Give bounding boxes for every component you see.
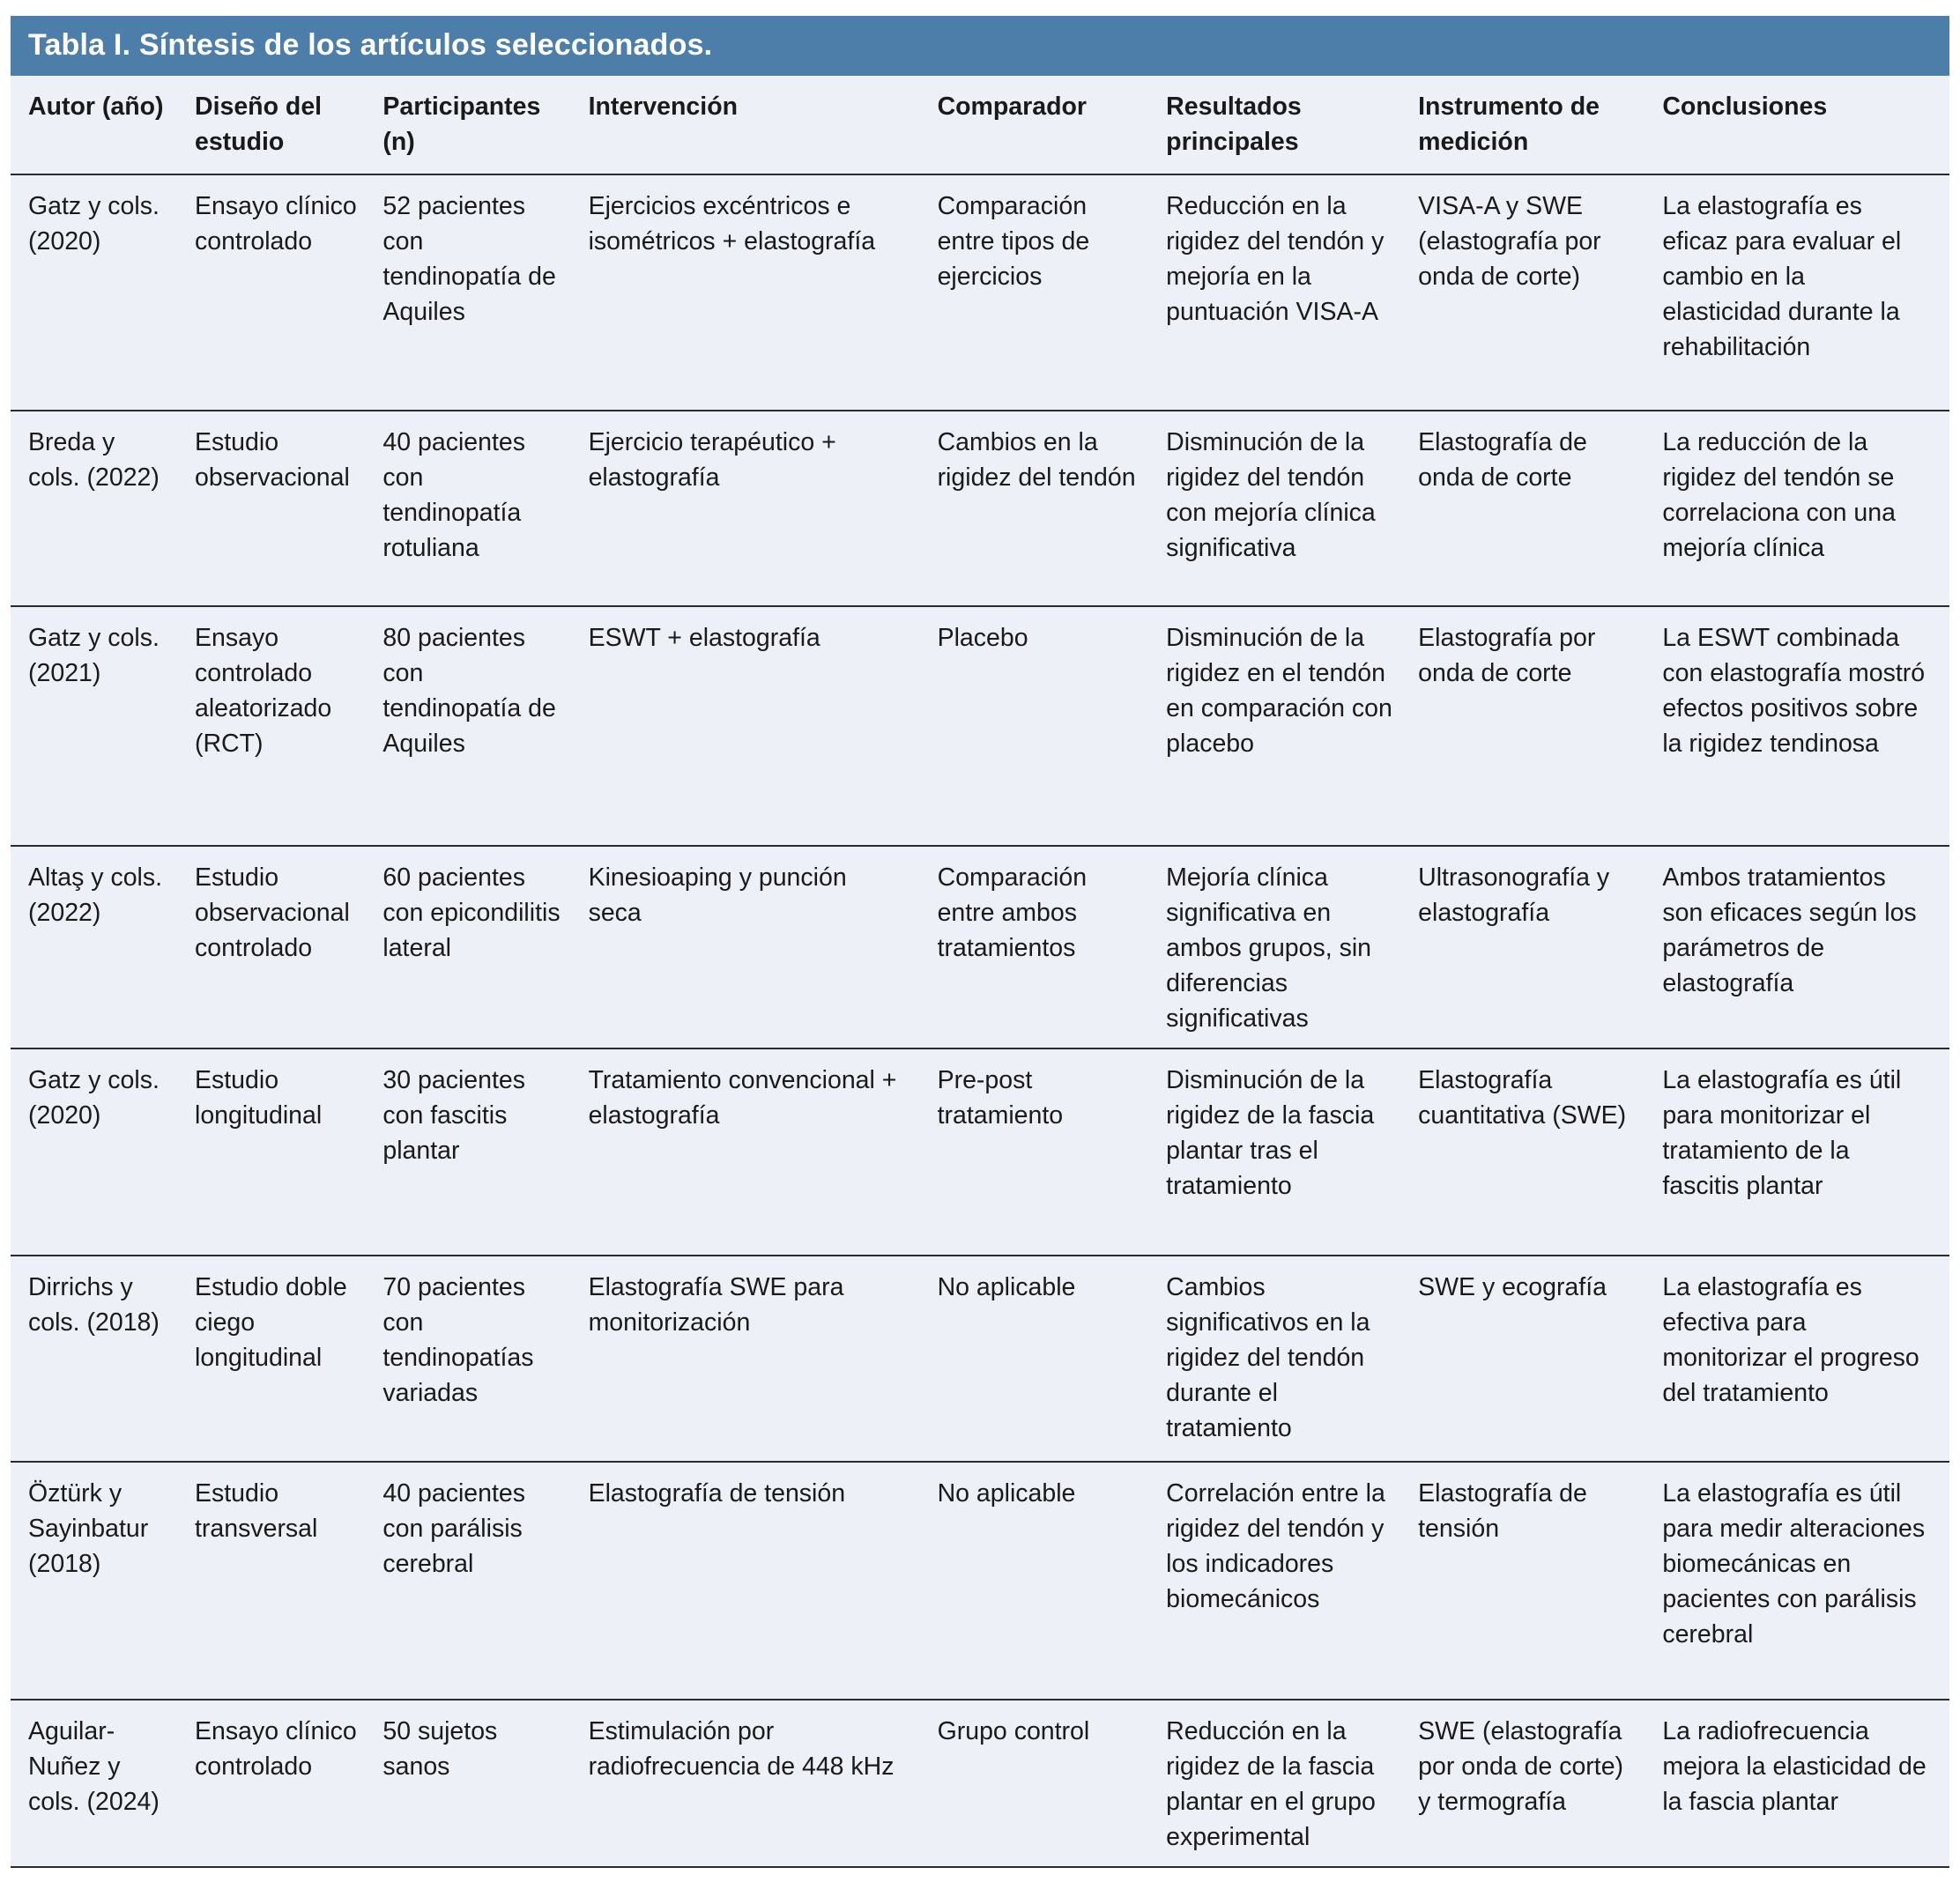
table-cell: Elastografía de tensión	[589, 1462, 938, 1700]
table-title: Tabla I. Síntesis de los artículos seleccionados.	[28, 28, 713, 62]
table-cell: 40 pacientes con parálisis cerebral	[382, 1462, 588, 1700]
table-cell: Estudio transversal	[195, 1462, 382, 1700]
table-cell: VISA-A y SWE (elastografía por onda de corte)	[1418, 174, 1662, 411]
table-cell: Disminución de la rigidez de la fascia plantar tras el tratamiento	[1166, 1048, 1418, 1256]
table-cell: No aplicable	[938, 1462, 1167, 1700]
table-row	[11, 1048, 1949, 1256]
table-cell: La reducción de la rigidez del tendón se correlaciona con una mejoría clínica	[1662, 411, 1949, 606]
column-header-2: Diseño del estudio	[195, 76, 382, 174]
table-cell: Elastografía por onda de corte	[1418, 606, 1662, 846]
column-header-3: Participantes (n)	[382, 76, 588, 174]
table-row	[11, 1256, 1949, 1462]
table-cell: Ultrasonografía y elastografía	[1418, 846, 1662, 1048]
table-cell: Elastografía cuantitativa (SWE)	[1418, 1048, 1662, 1256]
table-row	[11, 411, 1949, 606]
table-cell: Comparación entre ambos tratamientos	[938, 846, 1167, 1048]
table-title-bar	[11, 16, 1949, 76]
column-header-4: Intervención	[589, 76, 938, 174]
table-cell: Gatz y cols. (2020)	[11, 1048, 195, 1256]
table-cell: La elastografía es efectiva para monitorizar el progreso del tratamiento	[1662, 1256, 1949, 1462]
table-cell: Elastografía de onda de corte	[1418, 411, 1662, 606]
table-row	[11, 606, 1949, 846]
table-cell: ESWT + elastografía	[589, 606, 938, 846]
table-cell: Kinesioaping y punción seca	[589, 846, 938, 1048]
table-cell: La ESWT combinada con elastografía mostró efectos positivos sobre la rigidez tendinosa	[1662, 606, 1949, 846]
table-row	[11, 1462, 1949, 1700]
table-body	[11, 174, 1949, 1867]
table-cell: Gatz y cols. (2021)	[11, 606, 195, 846]
table-cell: Ejercicios excéntricos e isométricos + elastografía	[589, 174, 938, 411]
table-cell: 30 pacientes con fascitis plantar	[382, 1048, 588, 1256]
table-cell: Pre-post tratamiento	[938, 1048, 1167, 1256]
table-cell: Disminución de la rigidez del tendón con mejoría clínica significativa	[1166, 411, 1418, 606]
table-cell: Placebo	[938, 606, 1167, 846]
table-cell: Gatz y cols. (2020)	[11, 174, 195, 411]
table-cell: Altaş y cols. (2022)	[11, 846, 195, 1048]
table-cell: Mejoría clínica significativa en ambos grupos, sin diferencias significativas	[1166, 846, 1418, 1048]
table-cell: 60 pacientes con epicondilitis lateral	[382, 846, 588, 1048]
table-cell: Dirrichs y cols. (2018)	[11, 1256, 195, 1462]
table-cell: 70 pacientes con tendinopatías variadas	[382, 1256, 588, 1462]
table-cell: Ensayo clínico controlado	[195, 174, 382, 411]
table-row	[11, 846, 1949, 1048]
table-header-row	[11, 76, 1949, 174]
table-header	[11, 76, 1949, 174]
table-cell: 50 sujetos sanos	[382, 1700, 588, 1867]
table-cell: Reducción en la rigidez del tendón y mejoría en la puntuación VISA-A	[1166, 174, 1418, 411]
table-cell: Estudio observacional controlado	[195, 846, 382, 1048]
table-cell: 80 pacientes con tendinopatía de Aquiles	[382, 606, 588, 846]
column-header-1: Autor (año)	[11, 76, 195, 174]
table-cell: SWE (elastografía por onda de corte) y termografía	[1418, 1700, 1662, 1867]
table-cell: La radiofrecuencia mejora la elasticidad de la fascia plantar	[1662, 1700, 1949, 1867]
table-cell: Correlación entre la rigidez del tendón y los indicadores biomecánicos	[1166, 1462, 1418, 1700]
table-cell: Cambios significativos en la rigidez del tendón durante el tratamiento	[1166, 1256, 1418, 1462]
table-cell: Reducción en la rigidez de la fascia plantar en el grupo experimental	[1166, 1700, 1418, 1867]
table-cell: Estudio longitudinal	[195, 1048, 382, 1256]
table-cell: Estimulación por radiofrecuencia de 448 kHz	[589, 1700, 938, 1867]
table-cell: Breda y cols. (2022)	[11, 411, 195, 606]
table-cell: Ensayo controlado aleatorizado (RCT)	[195, 606, 382, 846]
column-header-6: Resultados principales	[1166, 76, 1418, 174]
column-header-5: Comparador	[938, 76, 1167, 174]
table-cell: Cambios en la rigidez del tendón	[938, 411, 1167, 606]
table-cell: Grupo control	[938, 1700, 1167, 1867]
table-cell: Ambos tratamientos son eficaces según los parámetros de elastografía	[1662, 846, 1949, 1048]
table-cell: Elastografía de tensión	[1418, 1462, 1662, 1700]
table-cell: Ejercicio terapéutico + elastografía	[589, 411, 938, 606]
column-header-8: Conclusiones	[1662, 76, 1949, 174]
table-cell: La elastografía es útil para monitorizar el tratamiento de la fascitis plantar	[1662, 1048, 1949, 1256]
table-cell: SWE y ecografía	[1418, 1256, 1662, 1462]
table-cell: No aplicable	[938, 1256, 1167, 1462]
table-cell: Öztürk y Sayinbatur (2018)	[11, 1462, 195, 1700]
table-cell: La elastografía es útil para medir alteraciones biomecánicas en pacientes con parálisis cerebral	[1662, 1462, 1949, 1700]
table-cell: 40 pacientes con tendinopatía rotuliana	[382, 411, 588, 606]
table-row	[11, 174, 1949, 411]
table-cell: Aguilar-Nuñez y cols. (2024)	[11, 1700, 195, 1867]
table-cell: Ensayo clínico controlado	[195, 1700, 382, 1867]
table-cell: 52 pacientes con tendinopatía de Aquiles	[382, 174, 588, 411]
table-cell: Estudio doble ciego longitudinal	[195, 1256, 382, 1462]
table-cell: Elastografía SWE para monitorización	[589, 1256, 938, 1462]
table-cell: Comparación entre tipos de ejercicios	[938, 174, 1167, 411]
column-header-7: Instrumento de medición	[1418, 76, 1662, 174]
table-cell: Estudio observacional	[195, 411, 382, 606]
table-cell: Disminución de la rigidez en el tendón en comparación con placebo	[1166, 606, 1418, 846]
articles-summary-table	[11, 76, 1949, 1868]
table-row	[11, 1700, 1949, 1867]
table-cell: Tratamiento convencional + elastografía	[589, 1048, 938, 1256]
table-cell: La elastografía es eficaz para evaluar el cambio en la elasticidad durante la rehabilitación	[1662, 174, 1949, 411]
